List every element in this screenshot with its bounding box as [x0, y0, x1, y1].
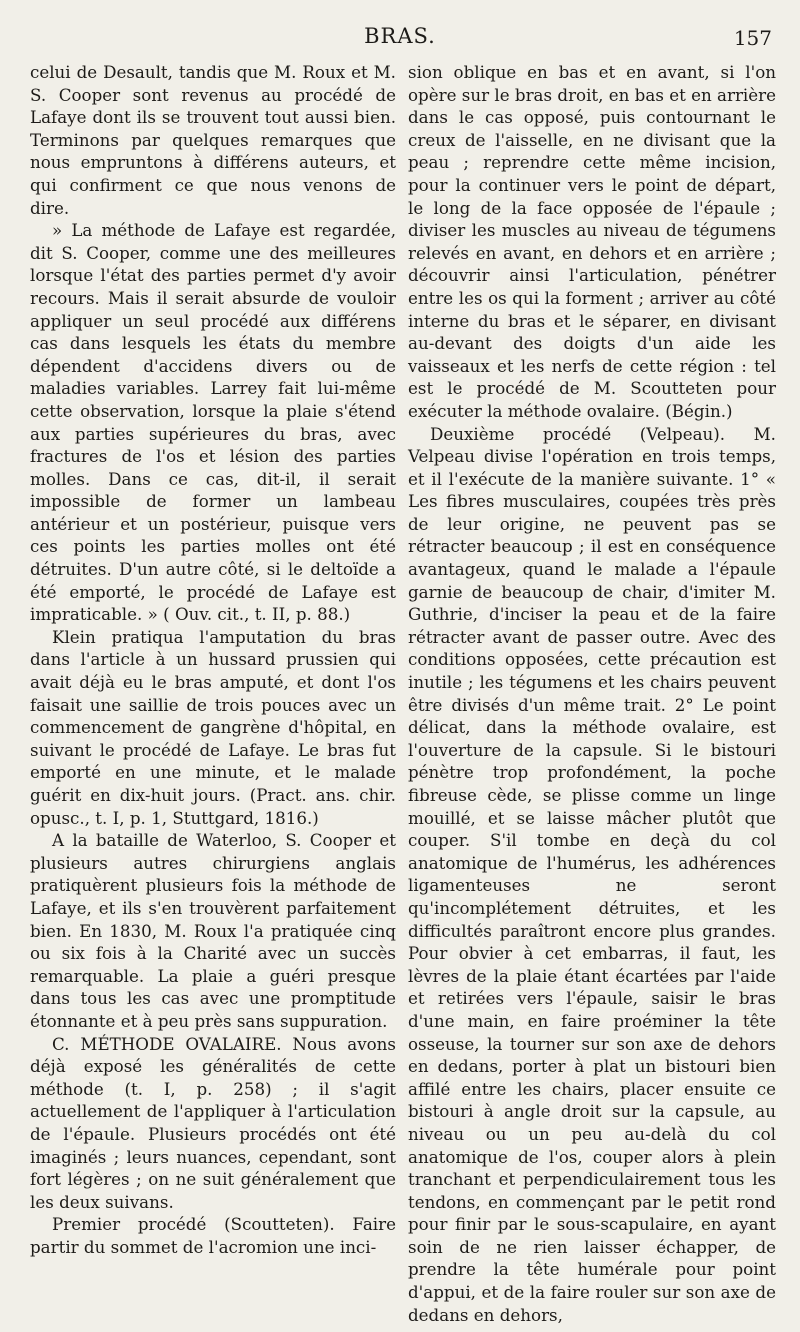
paragraph: » La méthode de Lafaye est regardée, dit S. Cooper, comme une des meilleures lorsque l'état des parties permet d'y avoir recours. Mais il serait absurde de vouloir appliquer un seul procédé aux différens cas dans lesquels les états du membre dépendent d'accidens divers ou de maladies variables. Larrey fait lui-même cette observation, lorsque la plaie s'étend aux parties supérieures du bras, avec fractures de l'os et lésion des parties molles. Dans ce cas, dit-il, il serait impossible de former un lambeau antérieur et un postérieur, puisque vers ces points les parties molles ont été détruites. D'un autre côté, si le deltoïde a été emporté, le procédé de Lafaye est impraticable. » ( Ouv. cit., t. II, p. 88.) — [30, 220, 396, 625]
paragraph: A la bataille de Waterloo, S. Cooper et plusieurs autres chirurgiens anglais pratiquèrent plusieurs fois la méthode de Lafaye, et ils s'en trouvèrent parfaitement bien. En 1830, M. Roux l'a pratiquée cinq ou six fois à la Charité avec un succès remarquable. La plaie a guéri presque dans tous les cas avec une promptitude étonnante et à peu près sans suppuration. — [30, 830, 396, 1031]
paragraph: sion oblique en bas et en avant, si l'on opère sur le bras droit, en bas et en arrière dans le cas opposé, puis contournant le creux de l'aisselle, en ne divisant que la peau ; reprendre cette même incision, pour la continuer vers le point de départ, le long de la face opposée de l'épaule ; diviser les muscles au niveau de tégumens relevés en avant, en dehors et en arrière ; découvrir ainsi l'articulation, pénétrer entre les os qui la forment ; arriver au côté interne du bras et le séparer, en divisant au-devant des doigts d'un aide les vaisseaux et les nerfs de cette région : tel est le procédé de M. Scoutteten pour exécuter la méthode ovalaire. (Bégin.) — [408, 62, 776, 421]
page-number: 157 — [733, 26, 772, 50]
running-head: BRAS. — [364, 24, 436, 48]
paragraph: Klein pratiqua l'amputation du bras dans l'article à un hussard prussien qui avait déjà eu le bras amputé, et dont l'os faisait une saillie de trois pouces avec un commencement de gangrène d'hôpital, en suivant le procédé de Lafaye. Le bras fut emporté en une minute, et le malade guérit en dix-huit jours. (Pract. ans. chir. opusc., t. I, p. 1, Stuttgard, 1816.) — [30, 626, 396, 828]
right-column — [408, 61, 776, 1326]
paragraph: Premier procédé (Scoutteten). Faire partir du sommet de l'acromion une inci- — [30, 1214, 396, 1257]
paragraph: celui de Desault, tandis que M. Roux et M. S. Cooper sont revenus au procédé de Lafaye dont ils se trouvent tout aussi bien. Terminons par quelques remarques que nous empruntons à différens auteurs, et qui confirment ce que nous venons de dire. — [30, 62, 396, 218]
section-paragraph: C. MÉTHODE OVALAIRE. Nous avons déjà exposé les généralités de cette méthode (t. I, p. 258) ; il s'agit actuellement de l'appliquer à l'articulation de l'épaule. Plusieurs procédés ont été imaginés ; leurs nuances, cependant, sont fort légères ; on ne suit généralement que les deux suivans. — [30, 1033, 396, 1212]
page-header — [20, 24, 780, 60]
left-column — [30, 61, 396, 1258]
paragraph: Deuxième procédé (Velpeau). M. Velpeau divise l'opération en trois temps, et il l'exécute de la manière suivante. 1° « Les fibres musculaires, coupées très près de leur origine, ne peuvent pas se rétracter beaucoup ; il est en conséquence avantageux, quand le malade a l'épaule garnie de beaucoup de chair, d'imiter M. Guthrie, d'inciser la peau et de la faire rétracter avant de passer outre. Avec des conditions opposées, cette précaution est inutile ; les tégumens et les chairs peuvent être divisés d'un même trait. 2° Le point délicat, dans la méthode ovalaire, est l'ouverture de la capsule. Si le bistouri pénètre trop profondément, la poche fibreuse cède, se plisse comme un linge mouillé, et se laisse mâcher plutôt que couper. S'il tombe en deçà du col anatomique de l'humérus, les adhérences ligamenteuses ne seront qu'incomplétement détruites, et les difficultés paraîtront encore plus grandes. Pour obvier à cet embarras, il faut, les lèvres de la plaie étant écartées par l'aide et retirées vers l'épaule, saisir le bras d'une main, en faire proéminer la tête osseuse, la tourner sur son axe de dehors en dedans, porter à plat un bistouri bien affilé entre les chairs, placer ensuite ce bistouri à angle droit sur la capsule, au niveau ou un peu au-delà du col anatomique de l'os, couper alors à plein tranchant et perpendiculairement tous les tendons, en commençant par le petit rond pour finir par le sous-scapulaire, en ayant soin de ne rien laisser échapper, de prendre la tête humérale pour point d'appui, et de la faire rouler sur son axe de dedans en dehors, — [408, 423, 776, 1325]
